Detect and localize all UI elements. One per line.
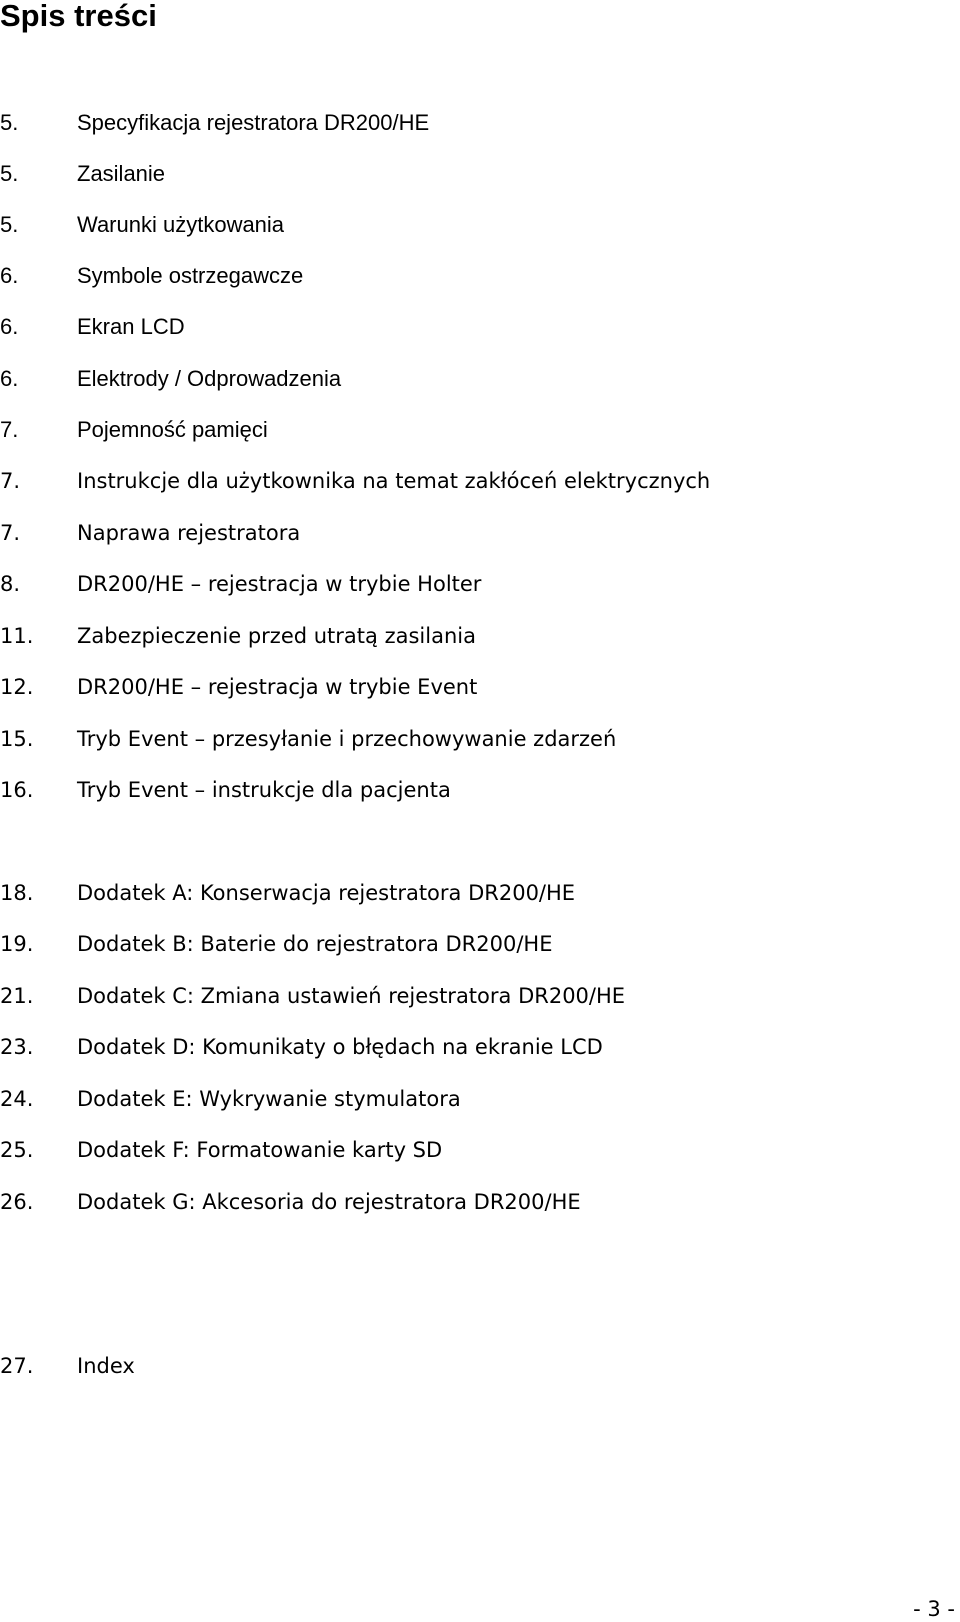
toc-page-number: 6. — [0, 263, 19, 288]
toc-entry-label: Warunki użytkowania — [77, 212, 285, 237]
toc-entry-label: Instrukcje dla użytkownika na temat zakłóceń elektrycznych — [77, 469, 711, 493]
toc-page-number: 5. — [0, 110, 19, 135]
toc-entry[interactable] — [0, 775, 940, 805]
toc-entry-label: Dodatek G: Akcesoria do rejestratora DR200/HE — [77, 1190, 581, 1214]
toc-entry[interactable] — [0, 518, 940, 548]
toc-entry-label: Specyfikacja rejestratora DR200/HE — [77, 110, 430, 135]
toc-entry[interactable] — [0, 159, 940, 189]
toc-entry[interactable] — [0, 672, 940, 702]
toc-page-number: 5. — [0, 212, 19, 237]
toc-entry[interactable] — [0, 466, 940, 496]
toc-entry[interactable] — [0, 1351, 940, 1381]
toc-page-number: 6. — [0, 314, 19, 339]
toc-entry[interactable] — [0, 261, 940, 291]
toc-entry-label: Symbole ostrzegawcze — [77, 263, 304, 288]
toc-page-number: 7. — [0, 521, 21, 545]
toc-entry-label: Tryb Event – instrukcje dla pacjenta — [77, 778, 451, 802]
toc-entry[interactable] — [0, 878, 940, 908]
toc-entry-label: Index — [77, 1354, 135, 1378]
toc-entry-label: Tryb Event – przesyłanie i przechowywanie zdarzeń — [77, 727, 617, 751]
toc-entry[interactable] — [0, 415, 940, 445]
toc-page-number: 7. — [0, 417, 19, 442]
toc-entry[interactable] — [0, 1135, 940, 1165]
toc-entry[interactable] — [0, 621, 940, 651]
toc-entry-label: Zabezpieczenie przed utratą zasilania — [77, 624, 476, 648]
toc-entry-label: Zasilanie — [77, 161, 166, 186]
toc-entry-label: DR200/HE – rejestracja w trybie Holter — [77, 572, 482, 596]
toc-page-number: 18. — [0, 881, 34, 905]
footer-page-number: - 3 - — [913, 1597, 955, 1621]
page-title: Spis treści — [0, 0, 157, 33]
toc-entry[interactable] — [0, 569, 940, 599]
toc-entry[interactable] — [0, 1084, 940, 1114]
toc-page-number: 5. — [0, 161, 19, 186]
toc-page-number: 12. — [0, 675, 34, 699]
toc-entry-label: DR200/HE – rejestracja w trybie Event — [77, 675, 478, 699]
toc-entry-label: Pojemność pamięci — [77, 417, 268, 442]
toc-page-number: 21. — [0, 984, 34, 1008]
toc-entry[interactable] — [0, 724, 940, 754]
toc-entry[interactable] — [0, 1187, 940, 1217]
toc-page-number: 16. — [0, 778, 34, 802]
toc-entry-label: Naprawa rejestratora — [77, 521, 301, 545]
toc-page-number: 24. — [0, 1087, 34, 1111]
toc-entry-label: Ekran LCD — [77, 314, 185, 339]
toc-entry-label: Dodatek E: Wykrywanie stymulatora — [77, 1087, 461, 1111]
toc-entry-label: Dodatek C: Zmiana ustawień rejestratora DR200/HE — [77, 984, 626, 1008]
toc-entry-label: Dodatek D: Komunikaty o błędach na ekranie LCD — [77, 1035, 603, 1059]
toc-entry-label: Dodatek F: Formatowanie karty SD — [77, 1138, 443, 1162]
toc-entry[interactable] — [0, 364, 940, 394]
toc-page-number: 25. — [0, 1138, 34, 1162]
toc-page-number: 26. — [0, 1190, 34, 1214]
toc-page-number: 15. — [0, 727, 34, 751]
toc-entry[interactable] — [0, 312, 940, 342]
toc-page-number: 11. — [0, 624, 34, 648]
toc-page-number: 8. — [0, 572, 21, 596]
toc-entry-label: Dodatek A: Konserwacja rejestratora DR200/HE — [77, 881, 576, 905]
toc-entry[interactable] — [0, 981, 940, 1011]
toc-entry-label: Dodatek B: Baterie do rejestratora DR200/HE — [77, 932, 553, 956]
toc-page-number: 6. — [0, 366, 19, 391]
toc-entry-label: Elektrody / Odprowadzenia — [77, 366, 342, 391]
toc-page-number: 19. — [0, 932, 34, 956]
toc-entry[interactable] — [0, 1032, 940, 1062]
toc-entry[interactable] — [0, 929, 940, 959]
toc-entry[interactable] — [0, 210, 940, 240]
toc-page-number: 7. — [0, 469, 21, 493]
toc-page-number: 23. — [0, 1035, 34, 1059]
toc-entry[interactable] — [0, 108, 940, 138]
toc-page-number: 27. — [0, 1354, 34, 1378]
